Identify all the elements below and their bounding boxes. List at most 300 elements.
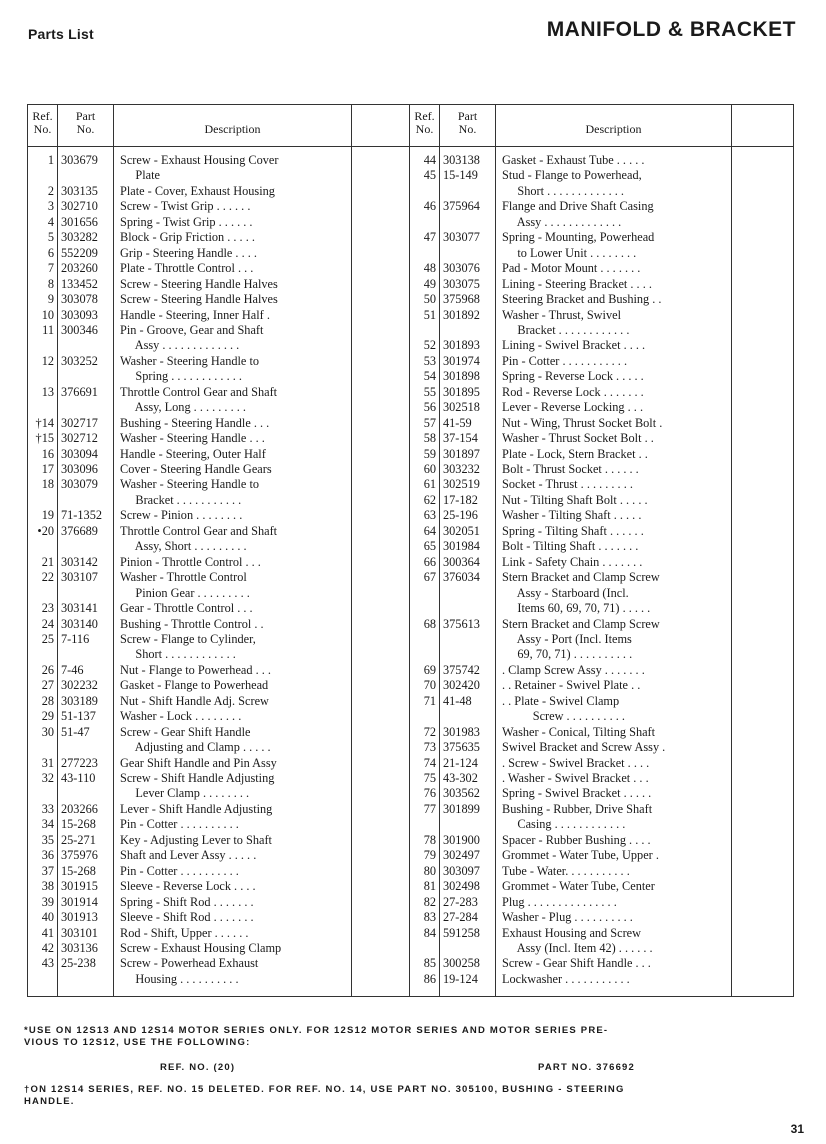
footnote-star: *USE ON 12S13 AND 12S14 MOTOR SERIES ONLY. FOR 12S12 MOTOR SERIES AND MOTOR SERIES PRE- VIOUS TO 12S12, USE THE FOLLOWING: <box>24 1025 609 1048</box>
part-number: 303096 <box>61 462 98 476</box>
ref-number: 27 <box>41 678 54 692</box>
part-number: 302051 <box>443 524 480 538</box>
part-description: Lockwasher . . . . . . . . . . . <box>502 972 630 986</box>
ref-number: 75 <box>423 771 436 785</box>
part-description: Spring - Mounting, Powerhead <box>502 230 655 244</box>
ref-number: 65 <box>423 539 436 553</box>
part-number: 21-124 <box>443 756 478 770</box>
part-number: 303141 <box>61 601 98 615</box>
ref-number: 5 <box>47 230 54 244</box>
ref-number: 35 <box>41 833 54 847</box>
part-description: 69, 70, 71) . . . . . . . . . . <box>502 647 633 661</box>
part-number: 303097 <box>443 864 480 878</box>
part-description: Spring - Tilting Shaft . . . . . . <box>502 524 644 538</box>
part-number: 301900 <box>443 833 480 847</box>
part-number: 303075 <box>443 277 480 291</box>
part-description: Bushing - Steering Handle . . . <box>120 416 270 430</box>
part-description: Washer - Tilting Shaft . . . . . <box>502 508 642 522</box>
part-number: 302498 <box>443 879 480 893</box>
ref-number: 36 <box>41 848 54 862</box>
ref-number: 74 <box>423 756 436 770</box>
part-number: 301974 <box>443 354 480 368</box>
part-number: 302712 <box>61 431 98 445</box>
ref-number: 33 <box>41 802 54 816</box>
column-divider <box>731 105 732 996</box>
part-description: Spring - Shift Rod . . . . . . . <box>120 895 254 909</box>
ref-number: 76 <box>423 786 436 800</box>
part-number: 301656 <box>61 215 98 229</box>
footnote-ref: REF. NO. (20) <box>160 1062 236 1073</box>
ref-number: 24 <box>41 617 54 631</box>
column-divider <box>495 105 496 996</box>
part-description: Cover - Steering Handle Gears <box>120 462 272 476</box>
ref-number: 9 <box>47 292 54 306</box>
ref-number: 49 <box>423 277 436 291</box>
part-description: Lever - Shift Handle Adjusting <box>120 802 273 816</box>
part-number: 27-284 <box>443 910 478 924</box>
ref-number: 64 <box>423 524 436 538</box>
part-description: Handle - Steering, Inner Half . <box>120 308 270 322</box>
part-number: 300346 <box>61 323 98 337</box>
ref-number: 71 <box>423 694 436 708</box>
ref-number: 51 <box>423 308 436 322</box>
part-number: 303232 <box>443 462 480 476</box>
ref-number: 69 <box>423 663 436 677</box>
ref-number: 23 <box>41 601 54 615</box>
column-divider <box>113 105 114 996</box>
part-number: 303101 <box>61 926 98 940</box>
ref-number: 63 <box>423 508 436 522</box>
part-description: Pad - Motor Mount . . . . . . . <box>502 261 641 275</box>
part-description: Short . . . . . . . . . . . . <box>120 647 236 661</box>
ref-number: 67 <box>423 570 436 584</box>
part-number: 300364 <box>443 555 480 569</box>
part-number: 375613 <box>443 617 480 631</box>
part-number: 7-116 <box>61 632 90 646</box>
part-description: Screw - Gear Shift Handle . . . <box>502 956 651 970</box>
part-number: 303679 <box>61 153 98 167</box>
footnote-dagger: †ON 12S14 SERIES, REF. NO. 15 DELETED. FOR REF. NO. 14, USE PART NO. 305100, BUSHING - STEERING HANDLE. <box>24 1084 625 1107</box>
part-description: Lever - Reverse Locking . . . <box>502 400 644 414</box>
part-description: Plug . . . . . . . . . . . . . . . <box>502 895 617 909</box>
part-number: 303078 <box>61 292 98 306</box>
ref-number: 19 <box>41 508 54 522</box>
part-number: 302232 <box>61 678 98 692</box>
part-number: 302519 <box>443 477 480 491</box>
part-description: Nut - Tilting Shaft Bolt . . . . . <box>502 493 648 507</box>
part-number: 15-268 <box>61 817 96 831</box>
part-description: Plate <box>120 168 160 182</box>
ref-number: 11 <box>42 323 54 337</box>
ref-number: 29 <box>41 709 54 723</box>
part-description: to Lower Unit . . . . . . . . <box>502 246 637 260</box>
part-description: Plate - Lock, Stern Bracket . . <box>502 447 648 461</box>
part-description: Washer - Lock . . . . . . . . <box>120 709 242 723</box>
part-description: Spacer - Rubber Bushing . . . . <box>502 833 651 847</box>
part-number: 301892 <box>443 308 480 322</box>
part-number: 17-182 <box>443 493 478 507</box>
part-description: Pin - Cotter . . . . . . . . . . . <box>502 354 628 368</box>
ref-number: 77 <box>423 802 436 816</box>
ref-number: 72 <box>423 725 436 739</box>
part-description: Flange and Drive Shaft Casing <box>502 199 654 213</box>
part-number: 303093 <box>61 308 98 322</box>
part-description: Assy . . . . . . . . . . . . . <box>502 215 622 229</box>
part-description: Bolt - Thrust Socket . . . . . . <box>502 462 639 476</box>
part-number: 552209 <box>61 246 98 260</box>
ref-number: 22 <box>41 570 54 584</box>
ref-number: 62 <box>423 493 436 507</box>
part-description: Spring - Twist Grip . . . . . . <box>120 215 253 229</box>
part-number: 301893 <box>443 338 480 352</box>
part-number: 375976 <box>61 848 98 862</box>
part-description: Screw - Exhaust Housing Cover <box>120 153 279 167</box>
ref-number: 85 <box>423 956 436 970</box>
part-number: 375968 <box>443 292 480 306</box>
part-number: 303094 <box>61 447 98 461</box>
part-description: Grommet - Water Tube, Upper . <box>502 848 659 862</box>
part-description: Rod - Shift, Upper . . . . . . <box>120 926 249 940</box>
description-header: Description <box>585 122 642 136</box>
part-description: Link - Safety Chain . . . . . . . <box>502 555 643 569</box>
part-description: Throttle Control Gear and Shaft <box>120 385 278 399</box>
part-number: 375635 <box>443 740 480 754</box>
ref-number: 47 <box>423 230 436 244</box>
part-description: Screw - Steering Handle Halves <box>120 277 278 291</box>
part-number: 51-137 <box>61 709 96 723</box>
part-description: Washer - Conical, Tilting Shaft <box>502 725 656 739</box>
part-description: Washer - Throttle Control <box>120 570 247 584</box>
ref-number: 78 <box>423 833 436 847</box>
part-description: Spring - Reverse Lock . . . . . <box>502 369 644 383</box>
part-number: 41-48 <box>443 694 472 708</box>
part-description: Stern Bracket and Clamp Screw <box>502 617 660 631</box>
ref-number: 79 <box>423 848 436 862</box>
part-number: 301983 <box>443 725 480 739</box>
part-number: 302420 <box>443 678 480 692</box>
ref-number: 34 <box>41 817 54 831</box>
ref-number: 44 <box>423 153 436 167</box>
part-description: Tube - Water. . . . . . . . . . . <box>502 864 630 878</box>
part-number: 43-302 <box>443 771 478 785</box>
ref-header: Ref. No. <box>32 109 53 136</box>
part-description: Screw - Twist Grip . . . . . . <box>120 199 251 213</box>
part-description: Plate - Cover, Exhaust Housing <box>120 184 275 198</box>
ref-number: 28 <box>41 694 54 708</box>
part-description: Short . . . . . . . . . . . . . <box>502 184 624 198</box>
ref-number: 80 <box>423 864 436 878</box>
part-description: Adjusting and Clamp . . . . . <box>120 740 271 754</box>
part-description: Pin - Cotter . . . . . . . . . . <box>120 864 239 878</box>
part-description: . Screw - Swivel Bracket . . . . <box>502 756 650 770</box>
ref-number: 52 <box>423 338 436 352</box>
part-description: Throttle Control Gear and Shaft <box>120 524 278 538</box>
part-number: 15-268 <box>61 864 96 878</box>
ref-number: 17 <box>41 462 54 476</box>
ref-number: 31 <box>41 756 54 770</box>
ref-number: 66 <box>423 555 436 569</box>
part-description: Gasket - Flange to Powerhead <box>120 678 269 692</box>
part-number: 7-46 <box>61 663 84 677</box>
ref-number: 54 <box>423 369 436 383</box>
part-description: Housing . . . . . . . . . . <box>120 972 239 986</box>
part-number: 303079 <box>61 477 98 491</box>
part-number: 303282 <box>61 230 98 244</box>
part-number: 203260 <box>61 261 98 275</box>
ref-number: 84 <box>423 926 436 940</box>
ref-number: 57 <box>423 416 436 430</box>
ref-number: 3 <box>47 199 54 213</box>
ref-number: 32 <box>41 771 54 785</box>
ref-number: 59 <box>423 447 436 461</box>
part-number: 303189 <box>61 694 98 708</box>
part-number: 303107 <box>61 570 98 584</box>
part-number: 302518 <box>443 400 480 414</box>
part-description: Lever Clamp . . . . . . . . <box>120 786 250 800</box>
part-description: Spring - Swivel Bracket . . . . . <box>502 786 652 800</box>
ref-number: 12 <box>41 354 54 368</box>
part-description: Washer - Thrust Socket Bolt . . <box>502 431 654 445</box>
ref-number: 50 <box>423 292 436 306</box>
part-number: 302717 <box>61 416 98 430</box>
part-number: 303140 <box>61 617 98 631</box>
part-description: Casing . . . . . . . . . . . . <box>502 817 626 831</box>
part-number: 277223 <box>61 756 98 770</box>
part-description: Washer - Steering Handle to <box>120 354 260 368</box>
part-number: 303562 <box>443 786 480 800</box>
part-number: 51-47 <box>61 725 90 739</box>
part-description: Screw - Powerhead Exhaust <box>120 956 259 970</box>
part-number: 41-59 <box>443 416 472 430</box>
ref-number: †15 <box>35 431 54 445</box>
ref-number: •20 <box>37 524 54 538</box>
part-description: Assy - Port (Incl. Items <box>502 632 632 646</box>
part-description: Sleeve - Reverse Lock . . . . <box>120 879 256 893</box>
part-description: . . Plate - Swivel Clamp <box>502 694 620 708</box>
part-number: 301914 <box>61 895 98 909</box>
part-description: Washer - Plug . . . . . . . . . . <box>502 910 633 924</box>
part-description: . . Retainer - Swivel Plate . . <box>502 678 641 692</box>
part-description: Pin - Groove, Gear and Shaft <box>120 323 264 337</box>
part-number: 303077 <box>443 230 480 244</box>
ref-number: 16 <box>41 447 54 461</box>
part-number: 591258 <box>443 926 480 940</box>
ref-number: 58 <box>423 431 436 445</box>
part-description: Washer - Steering Handle . . . <box>120 431 265 445</box>
part-description: Handle - Steering, Outer Half <box>120 447 266 461</box>
part-number: 25-196 <box>443 508 478 522</box>
part-description: Assy, Short . . . . . . . . . <box>120 539 247 553</box>
part-description: Bracket . . . . . . . . . . . <box>120 493 242 507</box>
part-number: 301897 <box>443 447 480 461</box>
ref-number: 73 <box>423 740 436 754</box>
part-description: Block - Grip Friction . . . . . <box>120 230 255 244</box>
part-description: Lining - Swivel Bracket . . . . <box>502 338 646 352</box>
ref-number: 55 <box>423 385 436 399</box>
part-description: Screw - Pinion . . . . . . . . <box>120 508 243 522</box>
ref-number: 39 <box>41 895 54 909</box>
part-description: Bracket . . . . . . . . . . . . <box>502 323 630 337</box>
part-number: 302710 <box>61 199 98 213</box>
ref-number: 86 <box>423 972 436 986</box>
part-description: Steering Bracket and Bushing . . <box>502 292 662 306</box>
part-number: 301898 <box>443 369 480 383</box>
ref-number: 7 <box>47 261 54 275</box>
part-description: Nut - Shift Handle Adj. Screw <box>120 694 269 708</box>
ref-number: 46 <box>423 199 436 213</box>
ref-number: 83 <box>423 910 436 924</box>
part-number: 71-1352 <box>61 508 102 522</box>
part-header: Part No. <box>75 109 96 136</box>
part-description: Assy . . . . . . . . . . . . . <box>120 338 240 352</box>
part-header: Part No. <box>457 109 478 136</box>
part-description: Bushing - Throttle Control . . <box>120 617 264 631</box>
ref-number: 43 <box>41 956 54 970</box>
part-description: Swivel Bracket and Screw Assy . <box>502 740 666 754</box>
part-number: 303138 <box>443 153 480 167</box>
part-description: Washer - Thrust, Swivel <box>502 308 621 322</box>
ref-number: 8 <box>47 277 54 291</box>
column-divider <box>57 105 58 996</box>
part-description: Shaft and Lever Assy . . . . . <box>120 848 257 862</box>
ref-number: 25 <box>41 632 54 646</box>
part-number: 303076 <box>443 261 480 275</box>
ref-number: 82 <box>423 895 436 909</box>
parts-table <box>27 104 794 997</box>
part-description: Sleeve - Shift Rod . . . . . . . <box>120 910 254 924</box>
part-number: 301915 <box>61 879 98 893</box>
part-number: 376691 <box>61 385 98 399</box>
part-number: 25-238 <box>61 956 96 970</box>
ref-number: 18 <box>41 477 54 491</box>
ref-number: 13 <box>41 385 54 399</box>
part-description: Lining - Steering Bracket . . . . <box>502 277 652 291</box>
part-number: 302497 <box>443 848 480 862</box>
part-description: Grip - Steering Handle . . . . <box>120 246 257 260</box>
ref-number: 26 <box>41 663 54 677</box>
description-header: Description <box>204 122 261 136</box>
part-description: Washer - Steering Handle to <box>120 477 260 491</box>
part-description: Assy (Incl. Item 42) . . . . . . <box>502 941 653 955</box>
ref-number: †14 <box>35 416 54 430</box>
column-divider <box>351 105 352 996</box>
ref-number: 30 <box>41 725 54 739</box>
ref-number: 60 <box>423 462 436 476</box>
part-description: Grommet - Water Tube, Center <box>502 879 655 893</box>
part-number: 303252 <box>61 354 98 368</box>
part-number: 37-154 <box>443 431 478 445</box>
ref-number: 10 <box>41 308 54 322</box>
ref-number: 61 <box>423 477 436 491</box>
part-description: Screw - Shift Handle Adjusting <box>120 771 275 785</box>
part-number: 303142 <box>61 555 98 569</box>
part-description: Screw . . . . . . . . . . <box>502 709 625 723</box>
header-rule <box>28 146 793 147</box>
page-number: 31 <box>790 1122 804 1136</box>
part-description: Screw - Flange to Cylinder, <box>120 632 256 646</box>
part-description: Assy, Long . . . . . . . . . <box>120 400 246 414</box>
part-description: Bolt - Tilting Shaft . . . . . . . <box>502 539 639 553</box>
ref-number: 40 <box>41 910 54 924</box>
part-number: 301984 <box>443 539 480 553</box>
part-number: 375742 <box>443 663 480 677</box>
part-number: 301899 <box>443 802 480 816</box>
ref-number: 70 <box>423 678 436 692</box>
part-number: 27-283 <box>443 895 478 909</box>
part-description: . Washer - Swivel Bracket . . . <box>502 771 649 785</box>
parts-list-label: Parts List <box>28 26 94 42</box>
part-description: Rod - Reverse Lock . . . . . . . <box>502 385 644 399</box>
part-description: Items 60, 69, 70, 71) . . . . . <box>502 601 651 615</box>
ref-number: 42 <box>41 941 54 955</box>
part-description: Pinion - Throttle Control . . . <box>120 555 261 569</box>
part-description: Exhaust Housing and Screw <box>502 926 642 940</box>
part-description: Nut - Wing, Thrust Socket Bolt . <box>502 416 663 430</box>
part-description: Assy - Starboard (Incl. <box>502 586 629 600</box>
ref-number: 56 <box>423 400 436 414</box>
ref-number: 41 <box>41 926 54 940</box>
part-description: Stern Bracket and Clamp Screw <box>502 570 660 584</box>
part-description: Gasket - Exhaust Tube . . . . . <box>502 153 645 167</box>
ref-number: 2 <box>47 184 54 198</box>
ref-header: Ref. No. <box>414 109 435 136</box>
part-number: 203266 <box>61 802 98 816</box>
part-number: 19-124 <box>443 972 478 986</box>
part-number: 43-110 <box>61 771 96 785</box>
page-title: MANIFOLD & BRACKET <box>546 18 796 41</box>
ref-number: 37 <box>41 864 54 878</box>
ref-number: 53 <box>423 354 436 368</box>
ref-number: 4 <box>47 215 54 229</box>
part-description: Spring . . . . . . . . . . . . <box>120 369 242 383</box>
part-number: 300258 <box>443 956 480 970</box>
part-description: Screw - Steering Handle Halves <box>120 292 278 306</box>
part-number: 376034 <box>443 570 480 584</box>
part-number: 375964 <box>443 199 480 213</box>
part-number: 376689 <box>61 524 98 538</box>
ref-number: 48 <box>423 261 436 275</box>
part-description: Gear - Throttle Control . . . <box>120 601 253 615</box>
ref-number: 38 <box>41 879 54 893</box>
part-description: . Clamp Screw Assy . . . . . . . <box>502 663 645 677</box>
part-description: Pinion Gear . . . . . . . . . <box>120 586 250 600</box>
ref-number: 45 <box>423 168 436 182</box>
part-description: Gear Shift Handle and Pin Assy <box>120 756 277 770</box>
part-number: 303136 <box>61 941 98 955</box>
part-description: Key - Adjusting Lever to Shaft <box>120 833 272 847</box>
ref-number: 1 <box>47 153 54 167</box>
ref-number: 68 <box>423 617 436 631</box>
footnote-part: PART NO. 376692 <box>538 1062 636 1073</box>
part-number: 133452 <box>61 277 98 291</box>
part-description: Bushing - Rubber, Drive Shaft <box>502 802 653 816</box>
part-description: Screw - Gear Shift Handle <box>120 725 251 739</box>
ref-number: 21 <box>41 555 54 569</box>
part-number: 25-271 <box>61 833 96 847</box>
column-divider <box>439 105 440 996</box>
part-number: 301913 <box>61 910 98 924</box>
part-description: Nut - Flange to Powerhead . . . <box>120 663 271 677</box>
part-number: 303135 <box>61 184 98 198</box>
part-description: Screw - Exhaust Housing Clamp <box>120 941 282 955</box>
part-description: Socket - Thrust . . . . . . . . . <box>502 477 633 491</box>
part-number: 15-149 <box>443 168 478 182</box>
ref-number: 81 <box>423 879 436 893</box>
part-number: 301895 <box>443 385 480 399</box>
part-description: Pin - Cotter . . . . . . . . . . <box>120 817 239 831</box>
ref-number: 6 <box>47 246 54 260</box>
part-description: Plate - Throttle Control . . . <box>120 261 254 275</box>
